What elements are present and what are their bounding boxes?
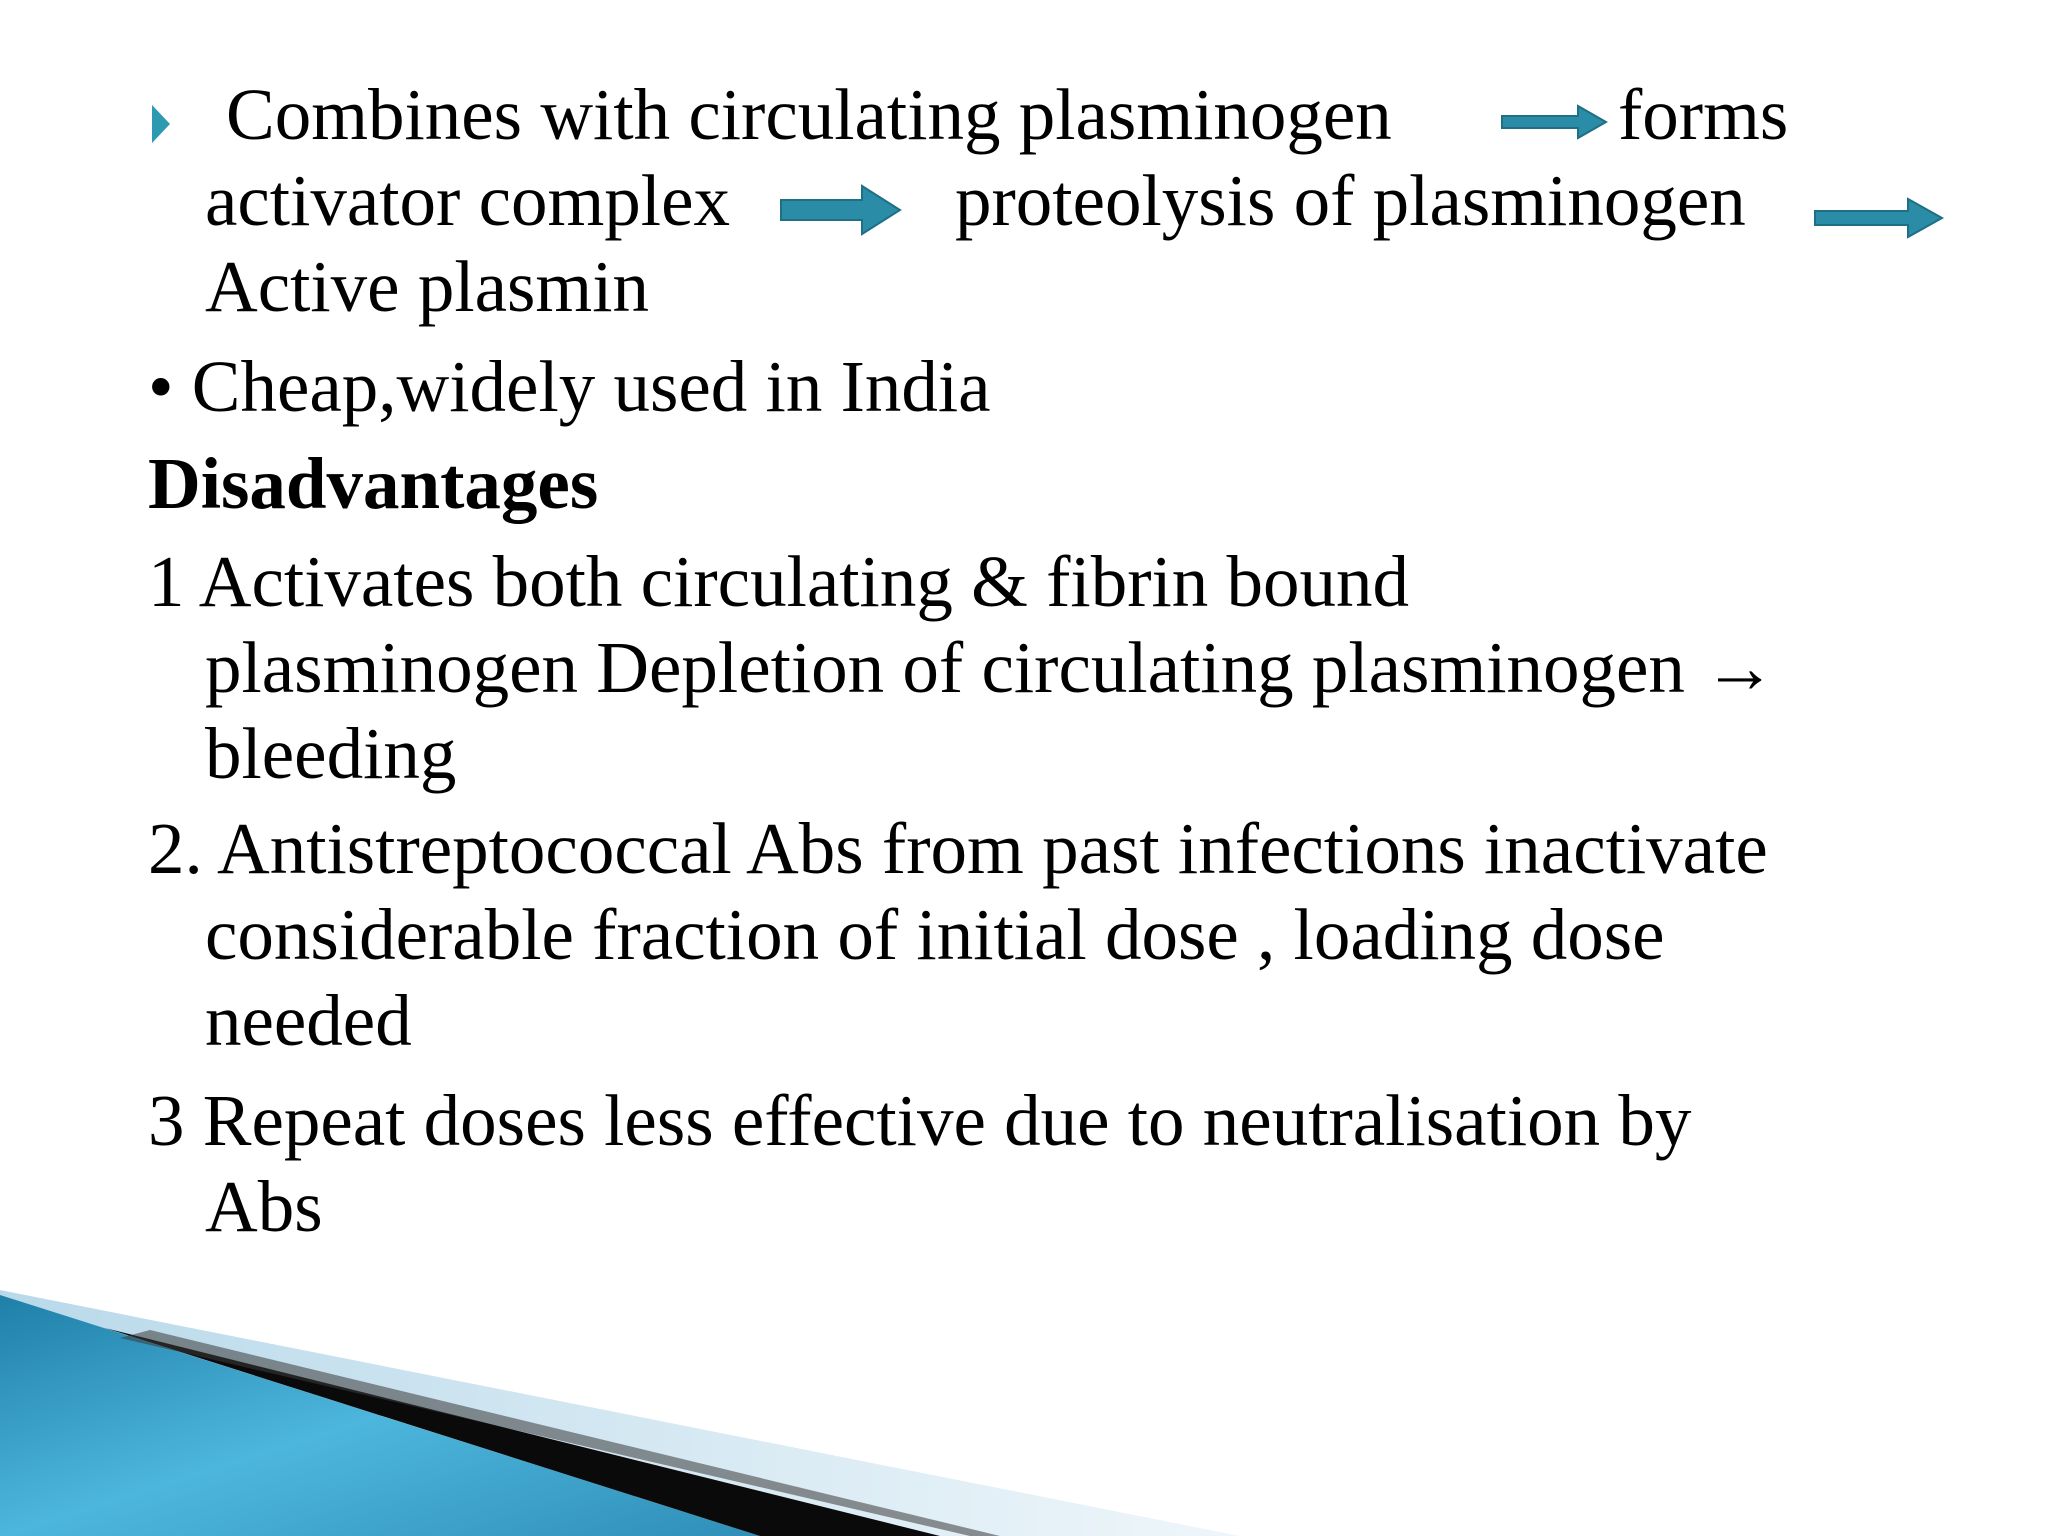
bullet1-text-activator-complex: activator complex <box>205 160 730 241</box>
item3-line2: Abs <box>205 1166 323 1247</box>
bullet1-text-proteolysis: proteolysis of plasminogen <box>955 160 1746 241</box>
bullet1-text-combines: Combines with circulating plasminogen <box>226 74 1392 155</box>
right-arrow-icon <box>1500 103 1610 141</box>
item1-line3: bleeding <box>205 713 457 794</box>
item2-line3: needed <box>205 980 412 1061</box>
item2-line1: 2. Antistreptococcal Abs from past infections inactivate <box>148 808 1768 889</box>
right-arrow-icon <box>1812 196 1946 240</box>
bullet1-text-active-plasmin: Active plasmin <box>205 246 649 327</box>
item1-line1: 1 Activates both circulating & fibrin bound <box>148 541 1410 622</box>
item2-line2: considerable fraction of initial dose , loading dose <box>205 894 1665 975</box>
item1-line2: plasminogen Depletion of circulating plasminogen → <box>205 627 1777 708</box>
triangle-bullet-icon <box>152 105 170 143</box>
right-arrow-icon <box>778 182 904 238</box>
item3-line1: 3 Repeat doses less effective due to neutralisation by <box>148 1080 1692 1161</box>
disadvantages-heading: Disadvantages <box>148 443 599 524</box>
bullet1-text-forms: forms <box>1618 74 1789 155</box>
bullet2-text: • Cheap,widely used in India <box>148 346 991 427</box>
